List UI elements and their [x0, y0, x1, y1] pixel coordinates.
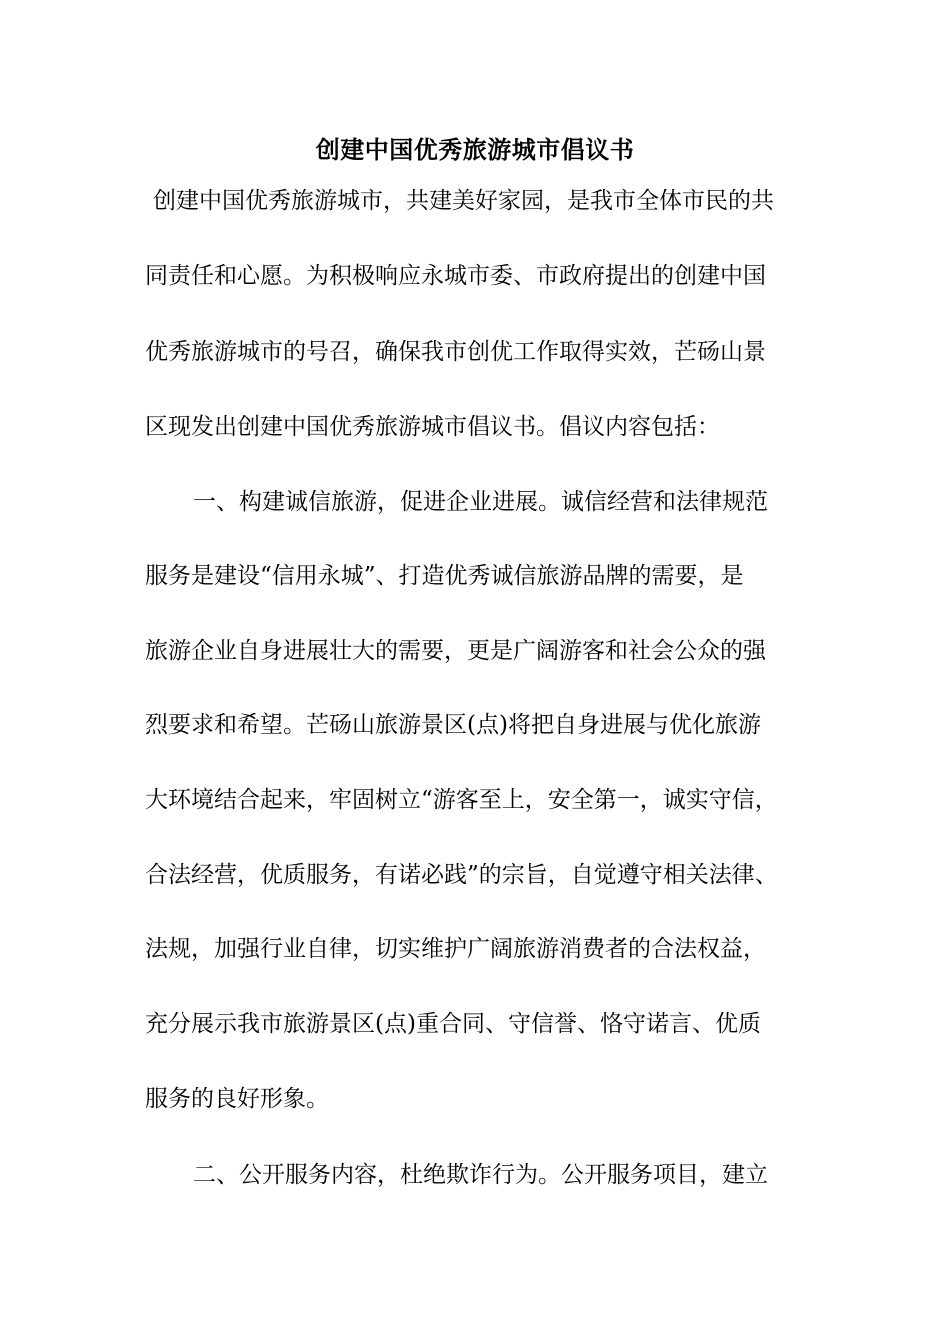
section-heading-line: 二、公开服务内容，杜绝欺诈行为。公开服务项目，建立 [193, 1162, 768, 1188]
body-line: 充分展示我市旅游景区(点)重合同、守信誉、恪守诺言、优质 [145, 1011, 761, 1037]
body-line: 区现发出创建中国优秀旅游城市倡议书。倡议内容包括： [145, 414, 720, 440]
document-title: 创建中国优秀旅游城市倡议书 [315, 135, 635, 164]
body-line: 合法经营，优质服务，有诺必践”的宗旨，自觉遵守相关法律、 [145, 862, 778, 888]
body-line: 旅游企业自身进展壮大的需要，更是广阔游客和社会公众的强 [145, 638, 766, 664]
section-heading-line: 一、构建诚信旅游，促进企业进展。诚信经营和法律规范 [193, 489, 768, 515]
body-line: 创建中国优秀旅游城市，共建美好家园，是我市全体市民的共 [153, 188, 774, 214]
body-line: 烈要求和希望。芒砀山旅游景区(点)将把自身进展与优化旅游 [145, 712, 761, 738]
body-line: 优秀旅游城市的号召，确保我市创优工作取得实效，芒砀山景 [145, 339, 766, 365]
body-line: 服务的良好形象。 [145, 1086, 329, 1112]
body-line: 同责任和心愿。为积极响应永城市委、市政府提出的创建中国 [145, 263, 766, 289]
body-line: 大环境结合起来，牢固树立“游客至上，安全第一，诚实守信， [145, 787, 778, 813]
body-line: 法规，加强行业自律，切实维护广阔旅游消费者的合法权益， [145, 936, 766, 962]
body-line: 服务是建设“信用永城”、打造优秀诚信旅游品牌的需要，是 [145, 563, 744, 589]
